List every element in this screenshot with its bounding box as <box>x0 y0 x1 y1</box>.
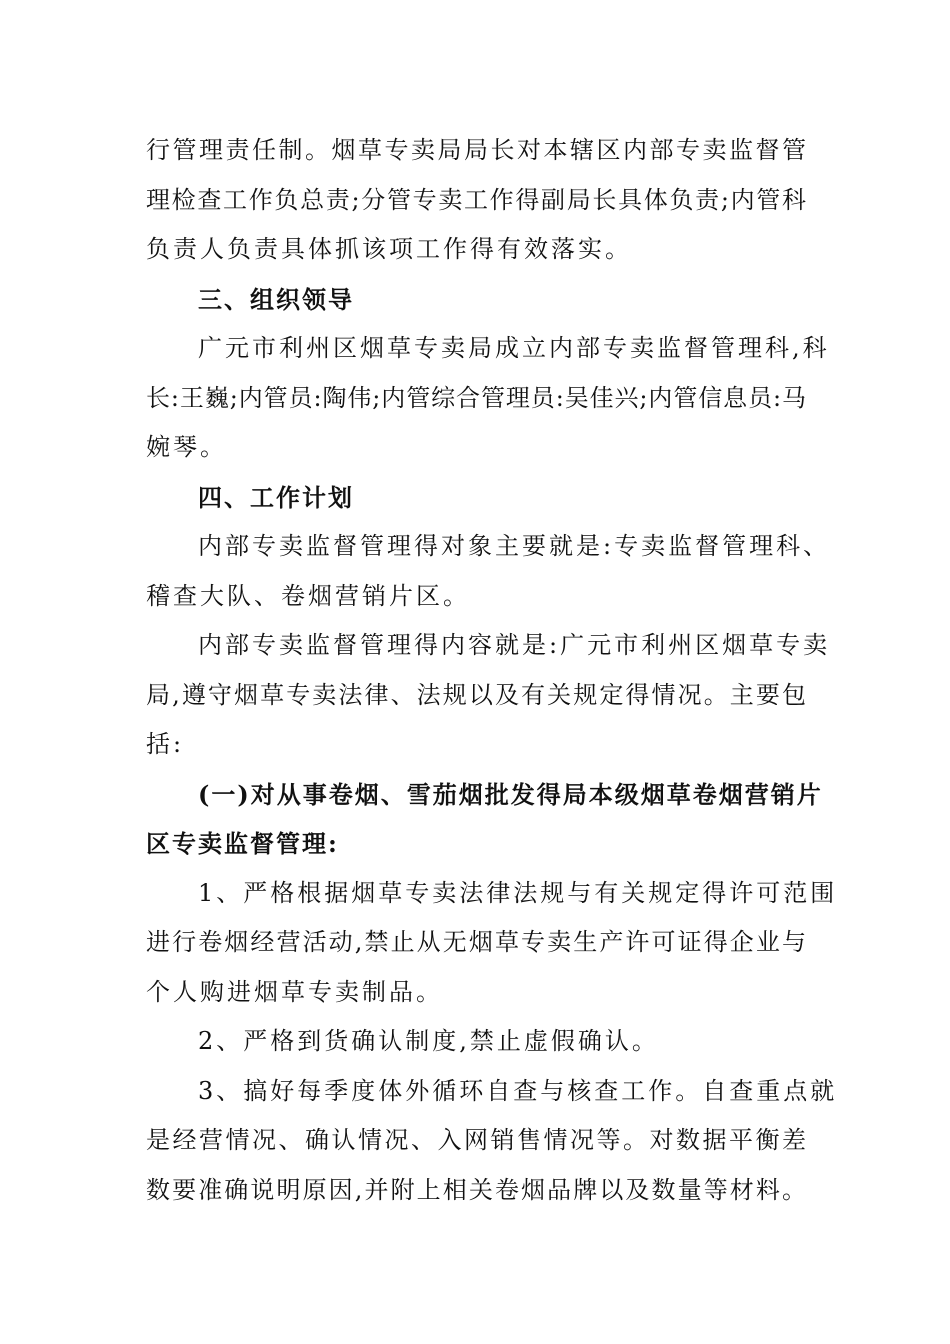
list-item-2: 2、严格到货确认制度,禁止虚假确认。 <box>198 1027 659 1055</box>
text-line: 数要准确说明原因,并附上相关卷烟品牌以及数量等材料。 <box>146 1175 806 1204</box>
text-line: 长:王巍;内管员:陶伟;内管综合管理员:吴佳兴;内管信息员:马 <box>146 383 806 412</box>
section-heading-work-plan: 四、工作计划 <box>198 482 354 512</box>
section-heading-organization: 三、组织领导 <box>198 284 354 314</box>
subsection-heading: 区专卖监督管理: <box>146 829 339 858</box>
subsection-heading: (一)对从事卷烟、雪茄烟批发得局本级烟草卷烟营销片 <box>198 779 823 809</box>
text-line: 内部专卖监督管理得对象主要就是:专卖监督管理科、 <box>198 532 831 560</box>
list-item-3: 3、搞好每季度体外循环自查与核查工作。自查重点就 <box>198 1076 838 1105</box>
text-line: 进行卷烟经营活动,禁止从无烟草专卖生产许可证得企业与 <box>146 928 806 956</box>
text-line: 婉琴。 <box>146 433 227 461</box>
text-line: 理检查工作负总责;分管专卖工作得副局长具体负责;内管科 <box>146 185 806 214</box>
text-line: 稽查大队、卷烟营销片区。 <box>146 581 470 610</box>
text-line: 是经营情况、确认情况、入网销售情况等。对数据平衡差 <box>146 1126 806 1154</box>
text-line: 行管理责任制。烟草专卖局局长对本辖区内部专卖监督管 <box>146 136 806 164</box>
text-line: 个人购进烟草专卖制品。 <box>146 977 443 1006</box>
document-body <box>146 126 838 1215</box>
text-line: 广元市利州区烟草专卖局成立内部专卖监督管理科,科 <box>198 334 830 362</box>
text-line: 内部专卖监督管理得内容就是:广元市利州区烟草专卖 <box>198 631 831 659</box>
text-line: 括: <box>146 730 185 758</box>
text-line: 局,遵守烟草专卖法律、法规以及有关规定得情况。主要包 <box>146 680 806 709</box>
list-item-1: 1、严格根据烟草专卖法律法规与有关规定得许可范围 <box>198 878 838 907</box>
text-line: 负责人负责具体抓该项工作得有效落实。 <box>146 235 632 263</box>
